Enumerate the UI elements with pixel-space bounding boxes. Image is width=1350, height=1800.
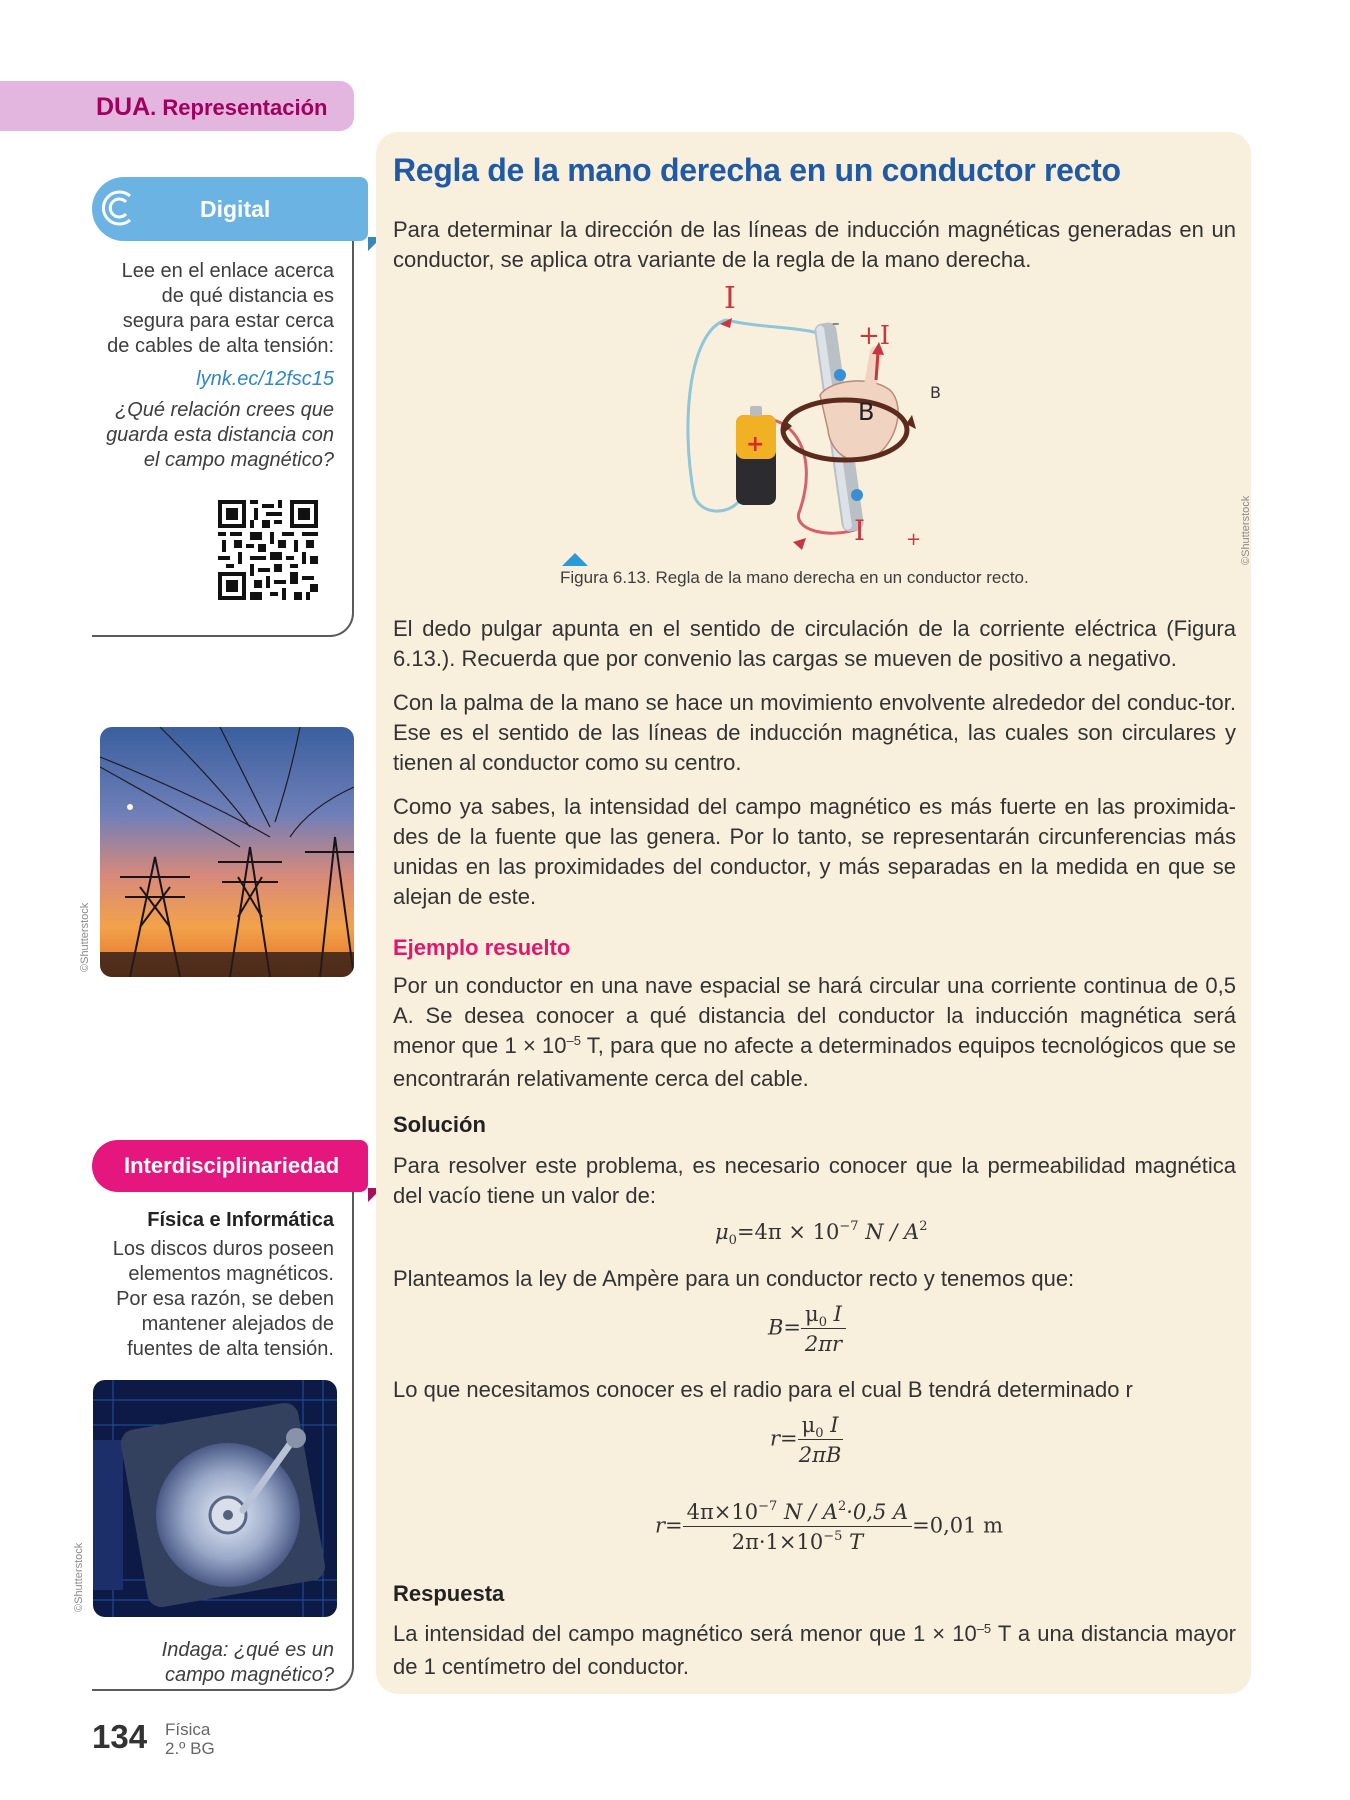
- question-line: Indaga: ¿qué es un: [161, 1639, 334, 1661]
- inter-line: Por esa razón, se deben: [116, 1288, 334, 1310]
- f3-denominator: 2πB: [798, 1443, 842, 1467]
- ampere-paragraph: Planteamos la ley de Ampère para un conductor recto y tenemos que:: [393, 1266, 1075, 1291]
- current-label-plus: +I: [858, 321, 891, 351]
- dua-tab: [0, 81, 354, 131]
- f4-den-exp: −5: [823, 1529, 843, 1544]
- answer-text-b: T a una distancia mayor de 1 centímetro del conductor.: [393, 1621, 1236, 1679]
- f2-denominator: 2πr: [804, 1332, 843, 1356]
- paragraph-intensity: Como ya sabes, la intensidad del campo magnético es más fuerte en las proximida-des de la fuente que las genera. Por lo tanto, se representarán circunferencias más unidas en las proximidades del conductor, y más separadas en la medida en que se alejan de este.: [393, 794, 1236, 909]
- current-label-top: I: [724, 281, 736, 316]
- inter-line: fuentes de alta tensión.: [127, 1338, 334, 1360]
- f1-unit-exp: 2: [919, 1219, 928, 1234]
- caption-arrow-icon: [562, 553, 588, 566]
- question-line: guarda esta distancia con: [106, 424, 334, 446]
- answer-heading: Respuesta: [393, 1581, 505, 1606]
- f3-mu: μ: [801, 1413, 816, 1437]
- figure-caption: Figura 6.13. Regla de la mano derecha en un conductor recto.: [560, 568, 1029, 587]
- dua-label: . Representación: [150, 95, 328, 120]
- f4-den-b: T: [842, 1530, 864, 1554]
- formula-ampere: [768, 1302, 846, 1356]
- f4-num-b: N / A: [777, 1500, 838, 1524]
- f1-exp: −7: [839, 1219, 859, 1234]
- footer-grade: 2.º BG: [165, 1739, 215, 1758]
- f3-I: I: [830, 1413, 839, 1437]
- example-heading: Ejemplo resuelto: [393, 935, 571, 960]
- inter-line: mantener alejados de: [141, 1313, 334, 1335]
- f2-sub: 0: [818, 1315, 827, 1330]
- interdisciplinary-question: [162, 1638, 334, 1688]
- answer-text-a: La intensidad del campo magnético será menor que 1 × 10: [393, 1621, 977, 1646]
- f4-num-a: 4π×10: [686, 1500, 759, 1524]
- radius-paragraph: Lo que necesitamos conocer es el radio para el cual B tendrá determinado r: [393, 1377, 1133, 1402]
- question-line: ¿Qué relación crees que: [114, 399, 334, 421]
- intro-paragraph: Para determinar la dirección de las líneas de inducción magnéticas generadas en un conductor, se aplica otra variante de la regla de la mano derecha.: [393, 217, 1236, 272]
- minus-terminal: –: [832, 314, 840, 332]
- hard-drive-photo: [93, 1380, 337, 1617]
- f1-eq: =4π × 10: [736, 1220, 840, 1244]
- plus-terminal: +: [906, 529, 922, 550]
- page-title: Regla de la mano derecha en un conductor recto: [393, 152, 1121, 188]
- power-lines-photo: [100, 727, 354, 977]
- interdisciplinary-tab: [92, 1140, 368, 1192]
- f3-sub: 0: [815, 1426, 824, 1441]
- digital-line: de qué distancia es: [161, 285, 334, 307]
- f2-numerator: [801, 1302, 846, 1329]
- interdisciplinary-subtitle: Física e Informática: [147, 1209, 334, 1231]
- example-text-b: T, para que no afecte a determinados equipos tecnológicos que se encontrarán relativamente cerca del cable.: [393, 1033, 1236, 1091]
- f4-den-a: 2π·1×10: [731, 1530, 824, 1554]
- example-paragraph: [393, 971, 1236, 1094]
- f3-numerator: [798, 1413, 843, 1440]
- question-line: el campo magnético?: [143, 449, 334, 471]
- example-exponent: –5: [566, 1033, 581, 1048]
- digital-tab-label: Digital: [200, 196, 271, 222]
- digital-c-icon: [100, 188, 140, 228]
- answer-paragraph: [393, 1619, 1236, 1682]
- f4-fraction: [683, 1500, 913, 1554]
- dua-prefix: DUA: [96, 93, 151, 121]
- interdisciplinary-text: [113, 1237, 334, 1362]
- digital-text: [107, 259, 334, 359]
- paragraph-palm: Con la palma de la mano se hace un movimiento envolvente alrededor del conduc-tor. Ese es el sentido de las líneas de inducción magnética, las cuales son circulares y tienen al conductor como su centro.: [393, 690, 1236, 775]
- f2-lhs: B=: [768, 1315, 802, 1340]
- footer-subject: Física: [165, 1720, 211, 1739]
- power-lines-illustration: [100, 727, 354, 977]
- field-label: B: [858, 398, 875, 426]
- f4-numerator: [683, 1500, 913, 1527]
- figure-credit: ©Shutterstock: [1240, 495, 1252, 565]
- field-label-small: B: [930, 383, 941, 402]
- inter-line: elementos magnéticos.: [128, 1263, 334, 1285]
- hard-drive-illustration: [93, 1380, 337, 1617]
- f1-mu: μ: [715, 1220, 729, 1244]
- formula-radius: [770, 1413, 843, 1467]
- f4-denominator: [683, 1527, 913, 1554]
- page-number: 134: [92, 1718, 148, 1755]
- f2-fraction: [801, 1302, 846, 1356]
- digital-question: [106, 398, 334, 473]
- f4-num-exp2: 2: [837, 1499, 847, 1514]
- f4-rhs: =0,01 m: [912, 1513, 1004, 1538]
- paragraph-thumb: El dedo pulgar apunta en el sentido de circulación de la corriente eléctrica (Figura 6.13.). Recuerda que por convenio las cargas se mueven de positivo a negativo.: [393, 616, 1236, 671]
- interdisciplinary-tab-label: Interdisciplinariedad: [124, 1153, 340, 1178]
- digital-line: segura para estar cerca: [122, 310, 334, 332]
- digital-line: de cables de alta tensión:: [107, 335, 334, 357]
- digital-line: Lee en el enlace acerca: [121, 260, 334, 282]
- f3-lhs: r=: [770, 1426, 798, 1451]
- f3-fraction: [798, 1413, 843, 1467]
- f4-num-exp: −7: [758, 1499, 778, 1514]
- solution-paragraph: Para resolver este problema, es necesario conocer que la permeabilidad magnética del vacío tiene un valor de:: [393, 1153, 1236, 1208]
- inter-line: Los discos duros poseen: [112, 1238, 334, 1260]
- solution-heading: Solución: [393, 1112, 486, 1137]
- formula-permeability: [715, 1219, 928, 1248]
- f2-mu: μ: [805, 1302, 819, 1326]
- f1-sub: 0: [728, 1233, 737, 1248]
- digital-link[interactable]: lynk.ec/12fsc15: [196, 368, 334, 390]
- f2-I: I: [833, 1302, 842, 1326]
- f4-lhs: r=: [655, 1513, 683, 1538]
- answer-exponent: –5: [976, 1621, 992, 1636]
- f4-num-c: ·0,5 A: [846, 1500, 909, 1524]
- current-label-bottom: I: [854, 514, 866, 547]
- photo-credit: ©Shutterstock: [79, 902, 91, 972]
- formula-numeric: [655, 1500, 1003, 1554]
- photo-credit: ©Shutterstock: [73, 1542, 85, 1612]
- qr-code[interactable]: [218, 500, 318, 600]
- battery-plus: +: [746, 432, 765, 457]
- right-hand-rule-figure: [680, 280, 970, 550]
- example-text-a: Por un conductor en una nave espacial se hará circular una corriente continua de 0,5 A. Se desea conocer a qué distancia del conductor la inducción magnética será menor que 1 × 10: [393, 973, 1236, 1058]
- question-line: campo magnético?: [165, 1664, 334, 1686]
- f1-unit: N / A: [858, 1220, 920, 1244]
